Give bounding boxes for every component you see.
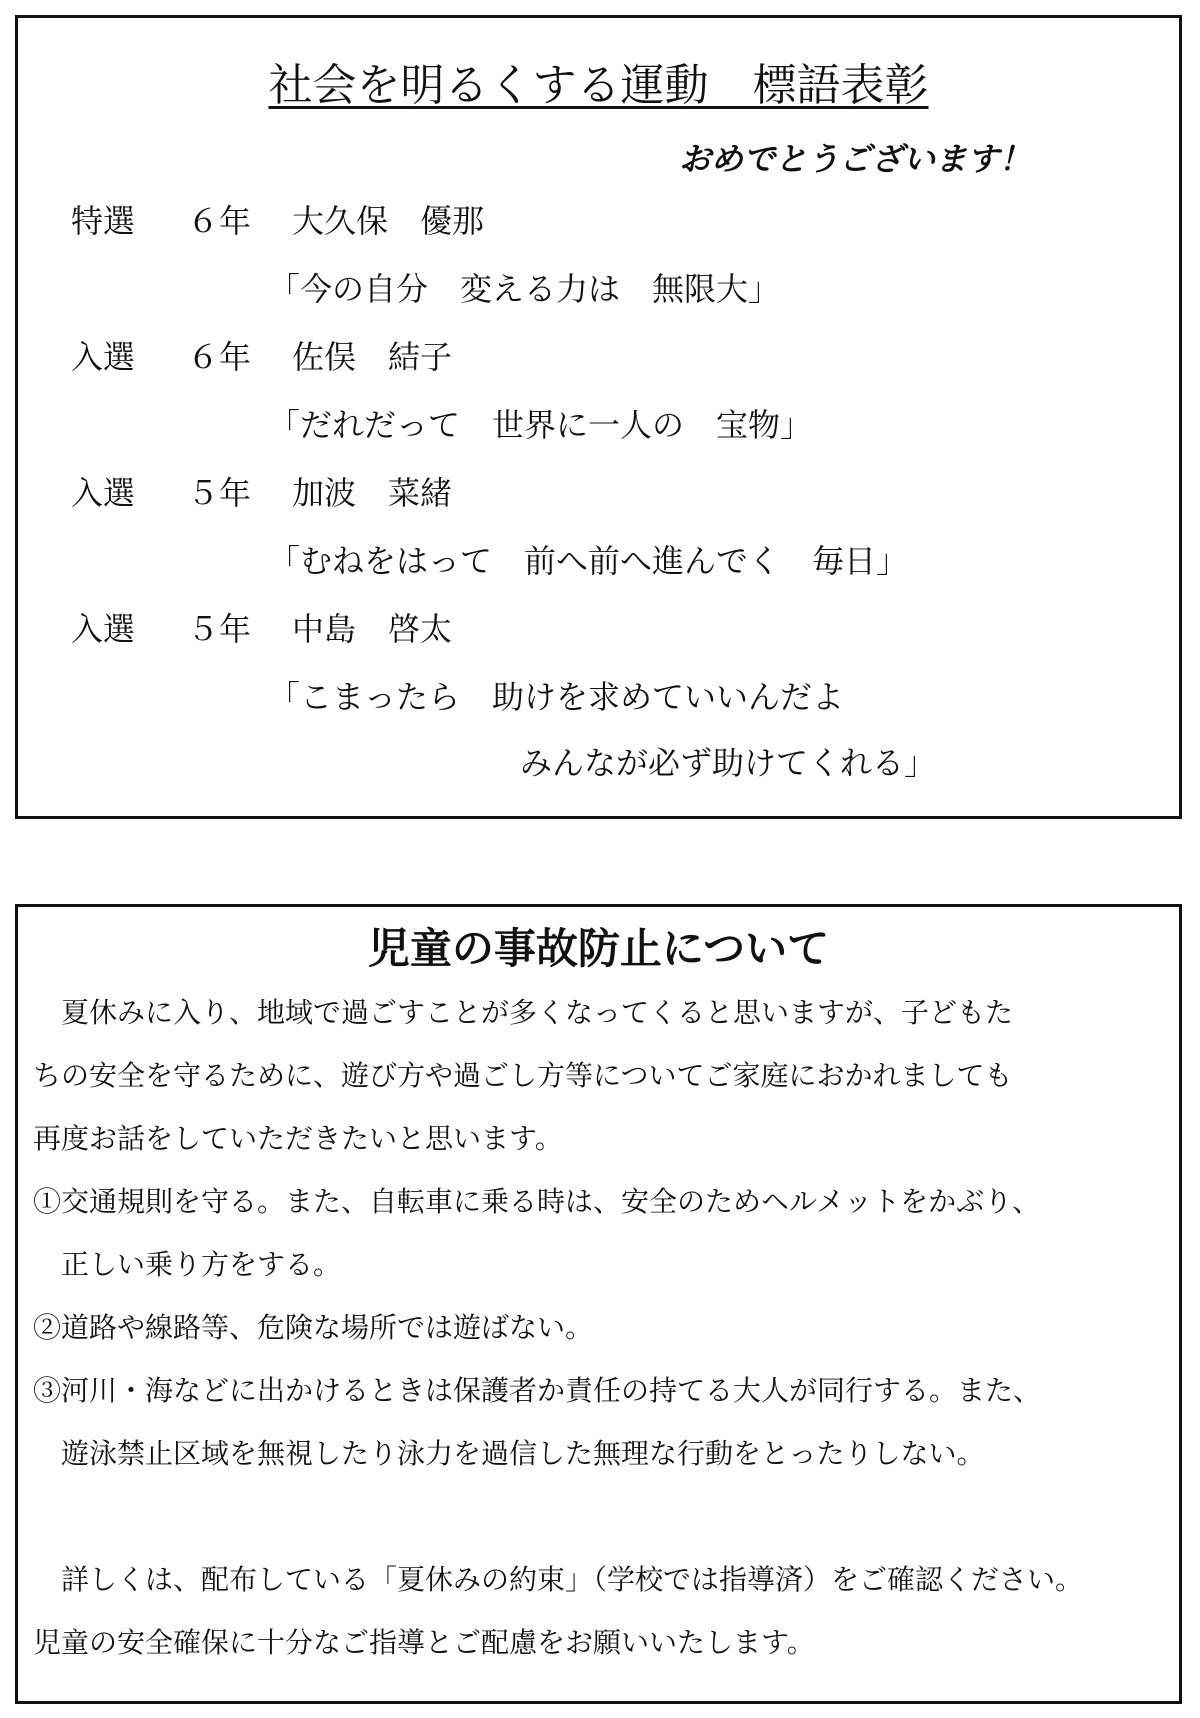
winner-name: 中島 啓太 <box>292 610 453 648</box>
winner-1 <box>71 198 484 244</box>
winner-name: 大久保 優那 <box>292 202 485 240</box>
rule-item: ③河川・海などに出かけるときは保護者か責任の持てる大人が同行する。また、 <box>33 1374 1042 1407</box>
rule-item: 遊泳禁止区域を無視したり泳力を過信した無理な行動をとったりしない。 <box>33 1437 985 1470</box>
winner-2 <box>71 334 452 380</box>
award-section <box>15 15 1182 819</box>
closing-line: 詳しくは、配布している「夏休みの約束」（学校では指導済）をご確認ください。 <box>33 1563 1084 1596</box>
intro-line: 夏休みに入り、地域で過ごすことが多くなってくると思いますが、子どもた <box>33 996 1014 1029</box>
winner-grade: ５年 <box>187 610 252 648</box>
winner-2-slogan: 「だれだって 世界に一人の 宝物」 <box>268 406 813 444</box>
rule-item: 正しい乗り方をする。 <box>33 1248 342 1281</box>
closing-line: 児童の安全確保に十分なご指導とご配慮をお願いいたします。 <box>33 1626 815 1659</box>
winner-4-slogan-continued: みんなが必ず助けてくれる」 <box>520 744 937 782</box>
winner-rank: 入選 <box>71 610 136 648</box>
rule-item: ①交通規則を守る。また、自転車に乗る時は、安全のためヘルメットをかぶり、 <box>33 1185 1041 1218</box>
safety-title: 児童の事故防止について <box>367 924 830 973</box>
winner-3-slogan: 「むねをはって 前へ前へ進んでく 毎日」 <box>268 542 909 580</box>
safety-section <box>15 904 1182 1704</box>
winner-4 <box>71 606 452 652</box>
winner-name: 佐俣 結子 <box>292 338 453 376</box>
winner-rank: 特選 <box>71 202 136 240</box>
winner-rank: 入選 <box>71 474 136 512</box>
winner-rank: 入選 <box>71 338 136 376</box>
winner-1-slogan: 「今の自分 変える力は 無限大」 <box>268 270 781 308</box>
intro-line: ちの安全を守るために、遊び方や過ごし方等についてご家庭におかれましても <box>33 1059 1013 1092</box>
award-title: 社会を明るくする運動 標語表彰 <box>268 60 929 111</box>
winner-4-slogan: 「こまったら 助けを求めていいんだよ <box>268 678 845 716</box>
winner-grade: ５年 <box>187 474 252 512</box>
winner-3 <box>71 470 452 516</box>
winner-grade: ６年 <box>187 338 252 376</box>
winner-name: 加波 菜緒 <box>292 474 453 512</box>
intro-line: 再度お話をしていただきたいと思います。 <box>33 1122 563 1155</box>
winner-grade: ６年 <box>187 202 252 240</box>
rule-item: ②道路や線路等、危険な場所では遊ばない。 <box>33 1311 594 1344</box>
congratulations-text: おめでとうございます！ <box>678 140 1031 178</box>
